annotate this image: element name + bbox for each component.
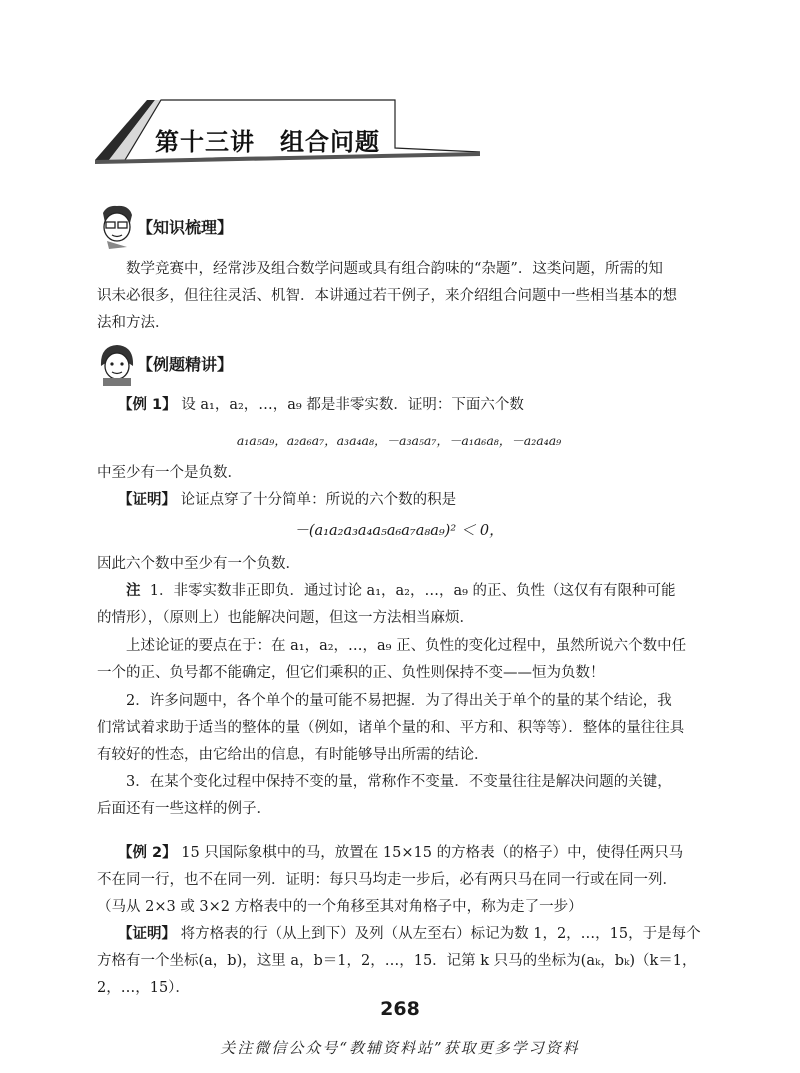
example-1-text: 设 a₁，a₂，…，a₉ 都是非零实数．证明：下面六个数: [181, 397, 524, 413]
example-2-proof-text: 将方格表的行（从上到下）及列（从左至右）标记为数 1，2，…，15，于是每个: [180, 926, 701, 942]
example-1-formula: a₁a₅a₉，a₂a₆a₇，a₃a₄a₈，－a₃a₅a₇，－a₁a₆a₈，－a₂a₄a₉: [236, 433, 562, 448]
note-1b-line-2: 一个的正、负号都不能确定，但它们乘积的正、负性则保持不变——恒为负数！: [97, 665, 605, 681]
note-label: 注: [126, 583, 141, 599]
note-3-line-1: 3．在某个变化过程中保持不变的量，常称作不变量．不变量往往是解决问题的关键，: [126, 774, 672, 790]
intro-line-2: 识未必很多，但往往灵活、机智．本讲通过若干例子，来介绍组合问题中一些相当基本的想: [97, 288, 677, 304]
example-2-line-1: [118, 840, 701, 867]
example-1-proof: [118, 487, 701, 514]
intro-line-1: 数学竞赛中，经常涉及组合数学问题或具有组合韵味的“杂题”．这类问题，所需的知: [126, 261, 663, 277]
chapter-banner: [95, 92, 480, 164]
page-number: 268: [380, 998, 420, 1020]
example-2-proof-line-3: 2，…，15）．: [97, 980, 190, 996]
section-knowledge-title: 【知识梳理】: [137, 218, 234, 237]
example-2-line-2: 不在同一行，也不在同一列．证明：每只马均走一步后，必有两只马在同一行或在同一列．: [97, 872, 677, 888]
note-1-line-2: 的情形），（原则上）也能解决问题，但这一方法相当麻烦．: [97, 610, 474, 626]
example-1-proof-label: 【证明】: [118, 492, 176, 508]
example-2-label: 【例 2】: [118, 845, 177, 861]
intro-line-3: 法和方法．: [97, 315, 170, 331]
note-3-line-2: 后面还有一些这样的例子．: [97, 801, 271, 817]
example-1-statement: [118, 392, 701, 419]
note-1b-line-1: 上述论证的要点在于：在 a₁，a₂，…，a₉ 正、负性的变化过程中，虽然所说六个数中任: [126, 638, 687, 654]
example-2-proof-line-2: 方格有一个坐标(a，b)，这里 a，b＝1，2，…，15．记第 k 只马的坐标为(aₖ，bₖ)（k＝1，: [97, 953, 697, 969]
example-1-conclusion: 中至少有一个是负数．: [97, 465, 242, 481]
example-2-proof-line-1: [118, 921, 701, 948]
example-1-proof-text: 论证点穿了十分简单：所说的六个数的积是: [180, 492, 457, 508]
note-2-line-1: 2．许多问题中，各个单个的量可能不易把握．为了得出关于单个的量的某个结论，我: [126, 693, 672, 709]
example-1-label: 【例 1】: [118, 397, 177, 413]
cartoon-student-icon: [97, 340, 137, 388]
cartoon-teacher-icon: [97, 203, 137, 251]
example-1-proof-formula: －(a₁a₂a₃a₄a₅a₆a₇a₈a₉)² ＜ 0，: [294, 523, 504, 539]
example-2-line-3: （马从 2×3 或 3×2 方格表中的一个角移至其对角格子中，称为走了一步）: [97, 899, 583, 915]
example-2-proof-label: 【证明】: [118, 926, 176, 942]
note-2-line-2: 们常试着求助于适当的整体的量（例如，诸单个量的和、平方和、积等等）．整体的量往往具: [97, 720, 685, 736]
example-1-proof-conclusion: 因此六个数中至少有一个负数．: [97, 556, 300, 572]
note-2-line-3: 有较好的性态，由它给出的信息，有时能够导出所需的结论．: [97, 747, 489, 763]
chapter-title: 第十三讲 组合问题: [155, 128, 380, 156]
note-1-line-1: [126, 578, 701, 605]
footer-watermark: 关注微信公众号“教辅资料站”获取更多学习资料: [220, 1039, 580, 1057]
section-examples-title: 【例题精讲】: [137, 355, 234, 374]
note-1-text: 1．非零实数非正即负．通过讨论 a₁，a₂，…，a₉ 的正、负性（这仅有有限种可能: [149, 583, 676, 599]
example-2-text: 15 只国际象棋中的马，放置在 15×15 的方格表（的格子）中，使得任两只马: [181, 845, 684, 861]
